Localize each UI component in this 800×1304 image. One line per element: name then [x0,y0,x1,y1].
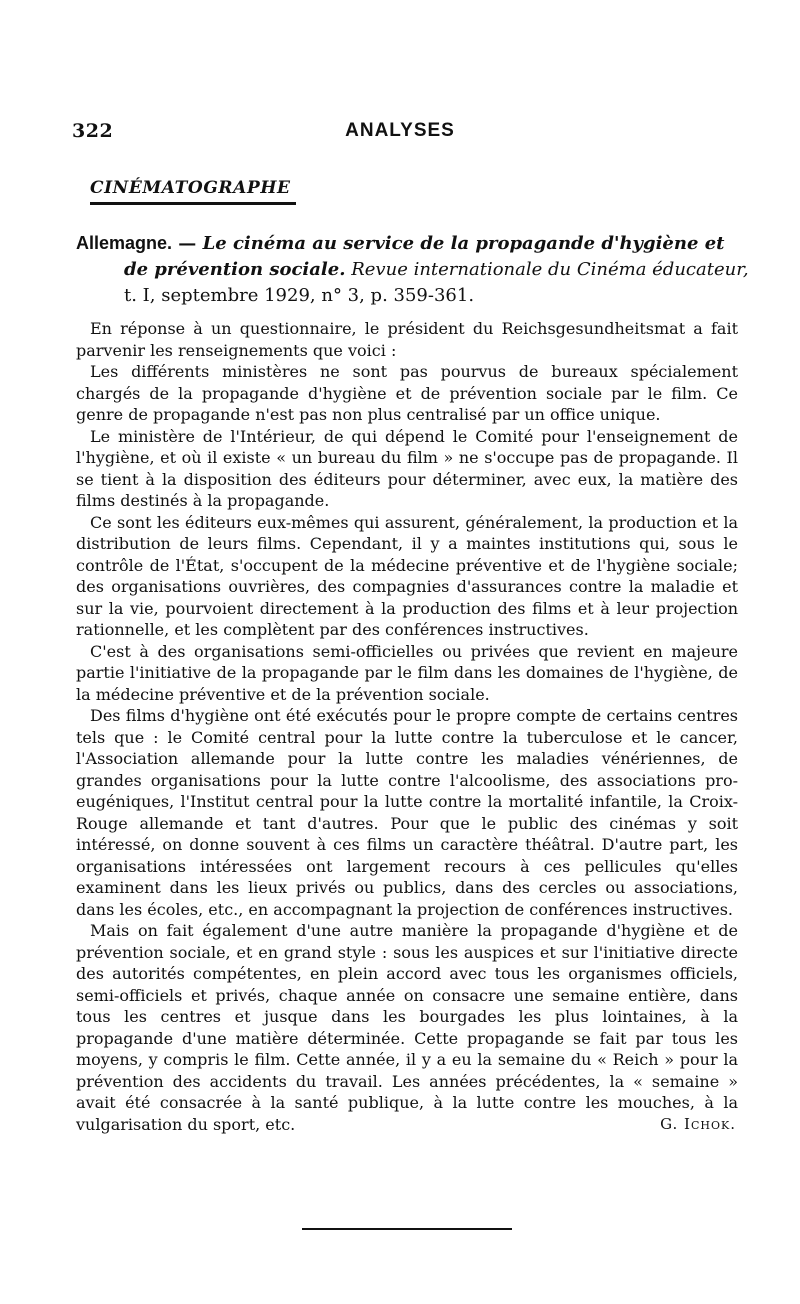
paragraph: C'est à des organisations semi-officielles ou privées que revient en majeure partie l'initiative de la propagande par le film dans les domaines de l'hygiène, de la médecine préventive et de la prévention sociale. [76,641,738,704]
end-rule [302,1228,512,1230]
article-body [76,318,738,1136]
citation-line2 [76,257,756,283]
paragraph: Mais on fait également d'une autre manière la propagande d'hygiène et de prévention sociale, et en grand style : sous les auspices et sur l'initiative directe des autorités compétentes, en plein accord avec tous les organismes officiels, semi-officiels et privés, chaque année on consacre une semaine entière, dans tous les centres et jusque dans les bourgades les plus lointaines, à la propagande d'une matière déterminée. Cette propagande se fait par tous les moyens, y compris le film. Cette année, il y a eu la semaine du « Reich » pour la prévention des accidents du travail. Les années précédentes, la « semaine » avait été consacrée à la santé publique, à la lutte contre les mouches, à la vulgarisation du sport, etc. [76,921,738,1134]
paragraph: En réponse à un questionnaire, le président du Reichsgesundheitsmat a fait parvenir les renseignements que voici : [76,319,738,360]
citation-details: t. I, septembre 1929, n° 3, p. 359-361. [124,285,475,306]
running-head: ANALYSES [345,120,455,141]
paragraph: Des films d'hygiène ont été exécutés pour le propre compte de certains centres tels que : le Comité central pour la lutte contre la tuberculose et le cancer, l'Association allemande pour la lutte contre les maladies vénériennes, de grandes organisations pour la lutte contre l'alcoolisme, des associations pro-eugéniques, l'Institut central pour la lutte contre la mortalité infantile, la Croix-Rouge allemande et tant d'autres. Pour que le public des cinémas y soit intéressé, on donne souvent à ces films un caractère théâtral. D'autre part, les organisations intéressées ont largement recours à ces pellicules qu'elles examinent dans les lieux privés ou publics, dans des cercles ou associations, dans les écoles, etc., en accompagnant la projection de conférences instructives. [76,706,738,919]
author-signature: G. Ichok. [660,1115,736,1133]
citation-title-line2: de prévention sociale. [124,259,346,280]
citation-title-line1: Le cinéma au service de la propagande d'hygiène et [202,233,725,254]
citation-dash: — [172,233,203,254]
section-title: CINÉMATOGRAPHE [90,178,296,205]
paragraph: Ce sont les éditeurs eux-mêmes qui assurent, généralement, la production et la distribution de leurs films. Cependant, il y a maintes institutions qui, sous le contrôle de l'État, s'occupent de la médecine préventive et de l'hygiène sociale; des organisations ouvrières, des compagnies d'assurances contre la maladie et sur la vie, pourvoient directement à la production des films et à leur projection rationnelle, et les complètent par des conférences instructives. [76,512,738,639]
paragraph: Les différents ministères ne sont pas pourvus de bureaux spécialement chargés de la propagande d'hygiène et de prévention sociale par le film. Ce genre de propagande n'est pas non plus centralisé par un office unique. [76,362,738,424]
citation-country: Allemagne. [76,233,173,253]
citation-journal: Revue internationale du Cinéma éducateur, [345,259,749,280]
citation [76,230,756,309]
paragraph: Le ministère de l'Intérieur, de qui dépend le Comité pour l'enseignement de l'hygiène, et où il existe « un bureau du film » ne s'occupe pas de propagande. Il se tient à la disposition des éditeurs pour déterminer, avec eux, la matière des films destinés à la propagande. [76,426,738,510]
page-number: 322 [72,120,114,142]
